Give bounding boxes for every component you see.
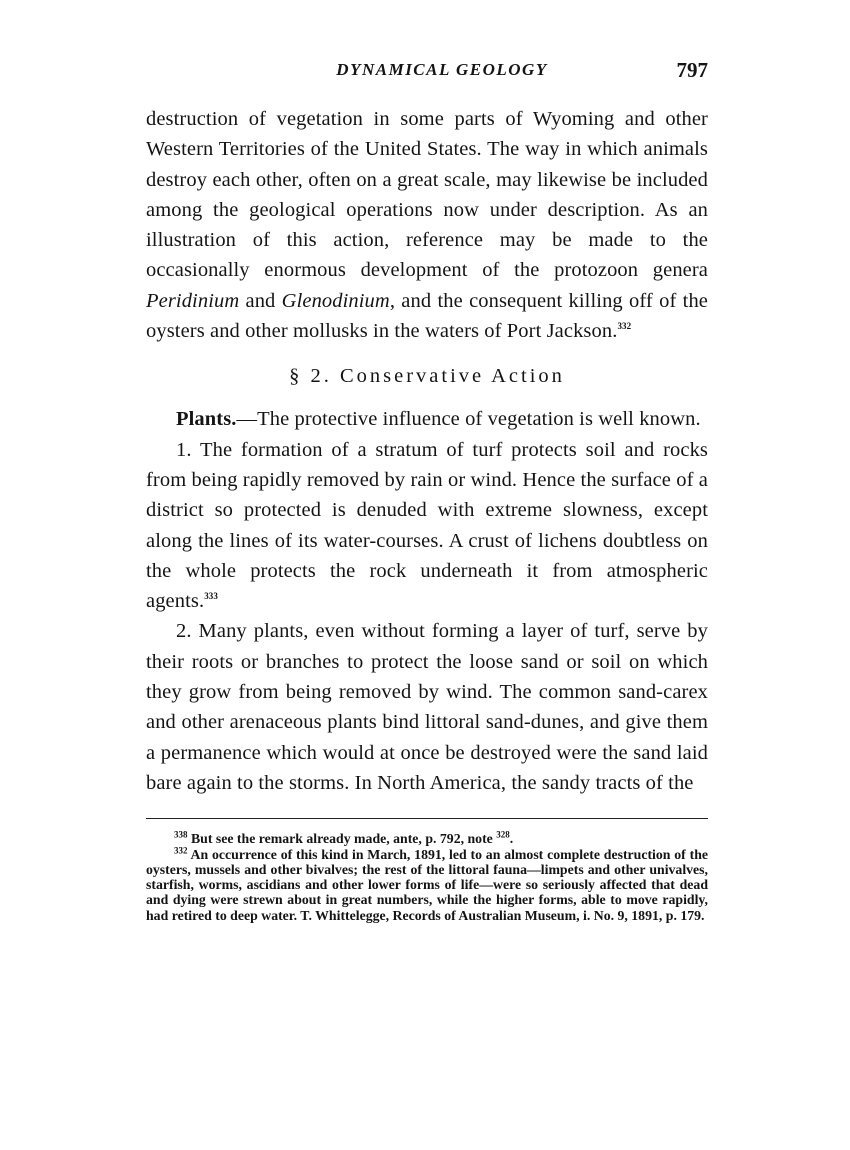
running-head [146, 58, 708, 88]
section-heading: § 2. Conservative Action [289, 365, 565, 388]
footnote-reference: 333 [204, 591, 219, 602]
paragraph-roots [146, 616, 708, 798]
footnote-marker: 338 [174, 829, 188, 840]
body-text [146, 104, 708, 798]
footnote [146, 844, 708, 923]
paragraph-text: 2. Many plants, even without forming a layer of turf, serve by their roots or branches to protect the loose sand or soil on which they grow from being removed by wind. The common sand-carex and other arenaceous plants bind littoral sand-dunes, and give them a permanence which would at once be destroyed were the sand laid bare again to the storms. In North America, the sandy tracts of the [146, 620, 708, 794]
footnote-text: But see the remark already made, ante, p. 792, note [187, 831, 497, 847]
footnote-divider [146, 818, 708, 819]
book-page [146, 58, 708, 923]
footnote-text: An occurrence of this kind in March, 1891, led to an almost complete destruction of the oysters, mussels and other bivalves; the rest of the littoral fauna—limpets and other univalves, starfish, worms, ascidians and other lower forms of life—were so seriously affected that dead and dying were strewn about in great numbers, while the higher forms, able to move rapidly, had retired to deep water. T. Whittelegge, Records of Australian Museum, i. No. 9, 1891, p. 179. [146, 846, 708, 923]
paragraph-turf [146, 435, 708, 617]
paragraph-text: , and the consequent killing off of the oysters and other mollusks in the waters of Port Jackson. [146, 289, 708, 343]
paragraph-plants [146, 404, 708, 434]
paragraph-text: destruction of vegetation in some parts of Wyoming and other Western Territories of the United States. The way in which animals destroy each other, often on a great scale, may likewise be included among the geological operations now under description. As an illustration of this action, reference may be made to the occasionally enormous development of the protozoon genera [146, 108, 708, 282]
footnote-marker: 332 [174, 844, 188, 855]
footnote [146, 831, 708, 846]
genus-name: Glenodinium [281, 289, 390, 312]
paragraph-predation [146, 104, 708, 346]
footnotes [146, 831, 708, 923]
footnote-reference: 332 [617, 321, 632, 332]
run-in-heading: Plants. [176, 408, 237, 431]
footnote-text: . [509, 831, 514, 847]
genus-name: Peridinium [146, 289, 240, 312]
page-number: 797 [676, 58, 708, 82]
paragraph-text: 1. The formation of a stratum of turf protects soil and rocks from being rapidly removed by rain or wind. Hence the surface of a district so protected is denuded with extreme slowness, except along the lines of its water-courses. A crust of lichens doubtless on the whole protects the rock underneath it from atmospheric agents. [146, 438, 708, 613]
footnote-cross-reference: 328 [496, 829, 510, 840]
paragraph-text: —The protective influence of vegetation is well known. [236, 408, 701, 431]
running-title: DYNAMICAL GEOLOGY [336, 60, 548, 79]
paragraph-text: and [239, 289, 282, 312]
